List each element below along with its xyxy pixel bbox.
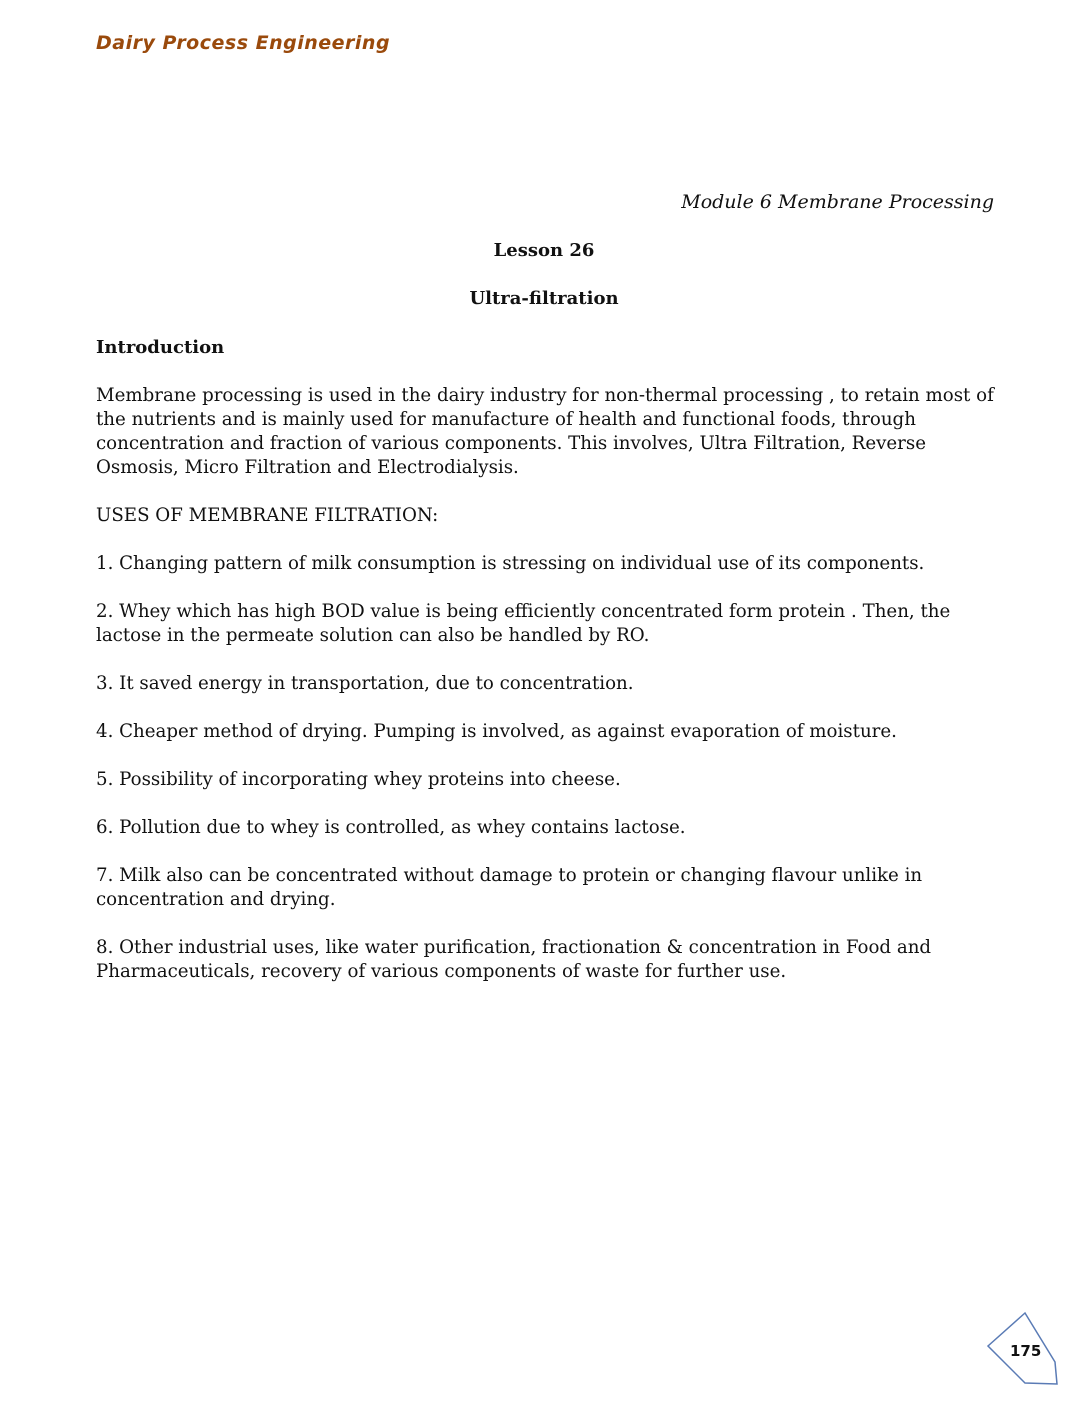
list-item: 7. Milk also can be concentrated without damage to protein or changing flavour unlike in concentration and drying.	[96, 865, 923, 910]
page-body	[96, 336, 996, 1008]
list-item: 2. Whey which has high BOD value is being efficiently concentrated form protein . Then, the lactose in the permeate solution can also be handled by RO.	[96, 601, 951, 646]
lesson-title: Ultra-filtration	[469, 288, 619, 309]
list-item: 3. It saved energy in transportation, due to concentration.	[96, 673, 634, 694]
module-title: Module 6 Membrane Processing	[681, 191, 994, 213]
lesson-number: Lesson 26	[493, 240, 595, 261]
list-item: 4. Cheaper method of drying. Pumping is involved, as against evaporation of moisture.	[96, 721, 897, 742]
running-header: Dairy Process Engineering	[96, 32, 391, 54]
section-heading: Introduction	[96, 337, 225, 358]
list-item: 6. Pollution due to whey is controlled, as whey contains lactose.	[96, 817, 686, 838]
list-item: 8. Other industrial uses, like water purification, fractionation & concentration in Food and Pharmaceuticals, recovery of various components of waste for further use.	[96, 937, 932, 982]
page-number: 175	[1010, 1342, 1042, 1360]
page-number-badge	[985, 1310, 1060, 1385]
intro-paragraph: Membrane processing is used in the dairy industry for non-thermal processing , to retain most of the nutrients and is mainly used for manufacture of health and functional foods, through concentration and fraction of various components. This involves, Ultra Filtration, Reverse Osmosis, Micro Filtration and Electrodialysis.	[96, 385, 994, 478]
list-item: 5. Possibility of incorporating whey proteins into cheese.	[96, 769, 621, 790]
list-item: 1. Changing pattern of milk consumption is stressing on individual use of its components.	[96, 553, 925, 574]
uses-heading: USES OF MEMBRANE FILTRATION:	[96, 505, 439, 526]
